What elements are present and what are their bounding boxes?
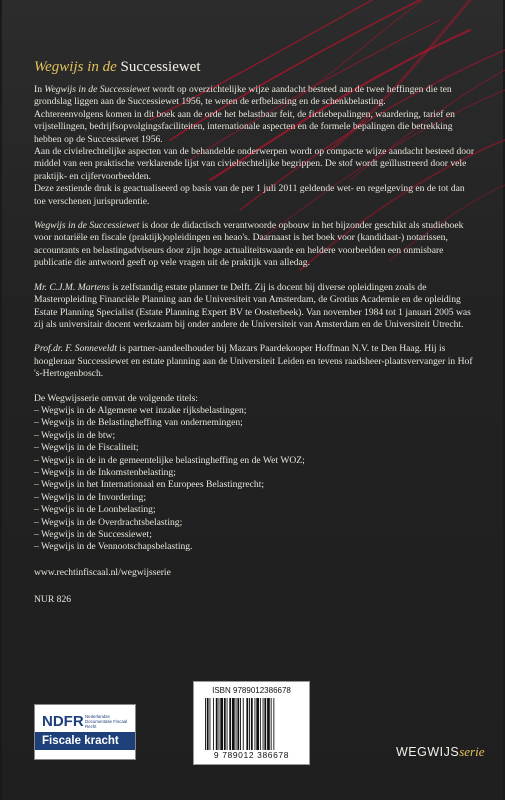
list-item: – Wegwijs in de Successiewet; — [34, 529, 152, 540]
barcode-bar — [210, 698, 211, 750]
title-rest: Successiewet — [120, 59, 201, 75]
barcode-bar — [219, 698, 220, 750]
barcode-bar — [243, 698, 244, 750]
isbn-barcode — [193, 681, 310, 765]
book-title — [34, 58, 478, 76]
barcode-bar — [236, 698, 237, 750]
list-item: – Wegwijs in de Fiscaliteit; — [34, 442, 139, 454]
barcode-bar — [260, 698, 261, 750]
list-item: – Wegwijs in de btw; — [34, 429, 116, 441]
barcode-bar — [249, 698, 250, 750]
barcode-bar — [227, 698, 228, 750]
barcode-bar — [273, 698, 274, 750]
barcode-bar — [240, 698, 241, 750]
barcode-bars — [204, 698, 299, 750]
barcode-bar — [255, 698, 256, 750]
list-item: – Wegwijs in de in de gemeentelijke belastingheffing en de Wet WOZ; — [34, 454, 305, 466]
list-item: – Wegwijs in het Internationaal en Europees Belastingrecht; — [34, 479, 265, 491]
ndfr-logo: NDFR — [42, 713, 84, 730]
list-item: – Wegwijs in de Inkomstenbelasting; — [34, 466, 176, 478]
barcode-number: 9 789012 386678 — [213, 750, 290, 760]
barcode-bar — [224, 698, 226, 750]
brand-italic: serie — [459, 744, 485, 759]
series-list — [34, 405, 478, 554]
intro-paragraph-1: In Wegwijs in de Successiewet wordt op overzichtelijke wijze aandacht besteed aan de twee heffingen die ten grondslag liggen aan de Successiewet 1956, te weten de erfbelasting en de schenkbelasting. — [34, 84, 452, 108]
barcode-bar — [229, 698, 231, 750]
intro-paragraph-3: Aan de civielrechtelijke aspecten van de behandelde onderwerpen wordt op compacte wijze aandacht besteed door middel van een praktische verklarende lijst van civielrechtelijke begrippen. De stof wordt geïllustreerd door vele praktijk- en cijfervoorbeelden. — [34, 146, 475, 182]
barcode-bar — [267, 698, 270, 750]
intro-paragraph-2: Achtereenvolgens komen in dit boek aan de orde het belastbaar feit, de fictiebepalingen, waardering, tarief en vrijstellingen, bedrijfsopvolgingsfaciliteiten, internationale aspecten en de formele bepalingen die betrekking hebben op de Successiewet 1956. — [34, 108, 455, 145]
barcode-bar — [205, 698, 206, 750]
intro-paragraph-4: Deze zestiende druk is geactualiseerd op basis van de per 1 juli 2011 geldende wet- en regelgeving en de tot dan toe verschenen jurisprudentie. — [34, 183, 465, 207]
barcode-bar — [263, 698, 264, 750]
author-martens-paragraph: Mr. C.J.M. Martens is zelfstandig estate planner te Delft. Zij is docent bij diverse opleidingen zoals de Masteropleiding Financiële Planning aan de Universiteit van Amsterdam, de Grotius Academie en de opleiding Estate Planning Specialist (Estate Planning Expert BV te Oosterbeek). Van november 1984 tot 1 januari 2005 was zij als universitair docent werkzaam bij onder andere de Universiteit van Amsterdam en de Universiteit Utrecht. — [34, 281, 471, 330]
ndfr-tagline: Fiscale kracht — [35, 732, 135, 750]
list-item: – Wegwijs in de Vennootschapsbelasting. — [34, 541, 193, 553]
title-italic: Wegwijs in de — [34, 59, 117, 75]
ndfr-subtitle: Nederlandse Documentatie Fiscaal Recht — [85, 714, 128, 729]
series-url: www.rechtinfiscaal.nl/wegwijsserie — [34, 566, 171, 578]
wegwijs-serie-logo — [396, 744, 485, 760]
barcode-bar — [256, 698, 259, 750]
nur-code: NUR 826 — [34, 594, 72, 606]
list-item: – Wegwijs in de Loonbelasting; — [34, 504, 156, 516]
barcode-bar — [207, 698, 209, 750]
cover-text — [34, 58, 478, 607]
list-item: – Wegwijs in de Overdrachtsbelasting; — [34, 516, 183, 528]
list-item: – Wegwijs in de Belastingheffing van ondernemingen; — [34, 417, 243, 429]
barcode-bar — [232, 698, 235, 750]
list-item: – Wegwijs in de Algemene wet inzake rijksbelastingen; — [34, 404, 247, 416]
barcode-bar — [220, 698, 223, 750]
ndfr-logo-box — [34, 704, 136, 760]
author-sonneveldt-paragraph: Prof.dr. F. Sonneveldt is partner-aandeelhouder bij Mazars Paardekooper Hoffman N.V. te Den Haag. Hij is hoogleraar Successiewet en estate planning aan de Universiteit Leiden en tevens raadsheer-plaatsvervanger in Hof 's-Hertogenbosch. — [34, 343, 473, 380]
barcode-bar — [264, 698, 266, 750]
barcode-bar — [271, 698, 272, 750]
barcode-bar — [213, 698, 214, 750]
barcode-bar — [246, 698, 248, 750]
list-item: – Wegwijs in de Invordering; — [34, 491, 147, 503]
barcode-bar — [216, 698, 218, 750]
target-audience-paragraph: Wegwijs in de Successiewet is door de didactisch verantwoorde opbouw in het bijzonder geschikt als studieboek voor notariële en fiscale (praktijk)opleidingen en heao's. Daarnaast is het boek voor (kandidaat-) notarissen, accountants en belastingadviseurs door zijn hoge actualiteitswaarde en heldere voorbeelden een onmisbare publicatie die antwoord geeft op vele vragen uit de praktijk van alledag. — [34, 220, 464, 269]
brand-main: WEGWIJS — [396, 745, 460, 759]
isbn-label: ISBN 9789012386678 — [212, 686, 291, 695]
barcode-bar — [237, 698, 239, 750]
barcode-bar — [251, 698, 253, 750]
series-intro: De Wegwijsserie omvat de volgende titels: — [34, 392, 198, 404]
